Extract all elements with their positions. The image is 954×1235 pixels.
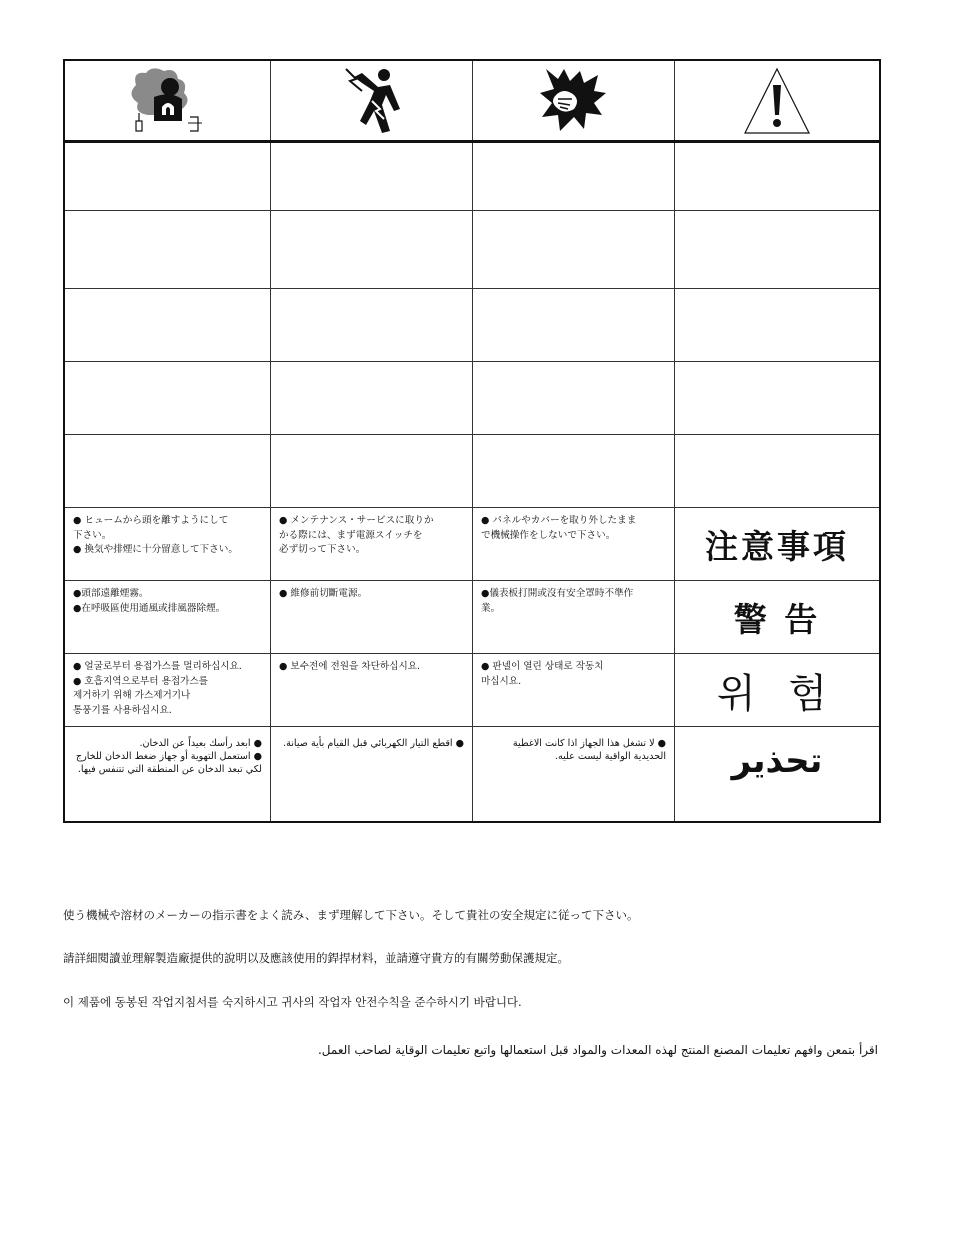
empty-cell — [271, 435, 473, 508]
empty-cell — [675, 289, 879, 362]
empty-cell — [675, 362, 879, 435]
ko-warning-word: 위 험 — [717, 670, 837, 717]
empty-cell — [65, 289, 271, 362]
electric-shock-cell — [271, 61, 473, 140]
zh-fume-warning: ●頭部遠離煙霧。 ●在呼吸區使用通風或排風器除煙。 — [65, 581, 271, 654]
empty-cell — [65, 362, 271, 435]
empty-cell — [65, 435, 271, 508]
fume-hazard-icon — [118, 65, 218, 137]
fume-hazard-cell — [65, 61, 271, 140]
hand-in-machinery-cell — [473, 61, 675, 140]
empty-cell — [65, 143, 271, 211]
footer-ko-instruction: 이 제품에 동봉된 작업지침서를 숙지하시고 귀사의 작업자 안전수칙을 준수하시기 바랍니다. — [63, 995, 522, 1009]
ko-machinery-warning: ● 판넬이 열린 상태로 작동치 마십시요. — [473, 654, 675, 727]
ja-warning-word: 注意事項 — [705, 526, 849, 566]
empty-cell — [271, 289, 473, 362]
ar-fume-warning: ● ابعد رأسك بعيداً عن الدخان. ● استعمل التهوية أو جهاز ضغط الدخان للخارج لكي تبعد الدخان عن المنطقة التي تتنفس فيها. — [65, 727, 271, 821]
empty-cell — [675, 435, 879, 508]
empty-cell — [271, 211, 473, 289]
empty-cell — [473, 289, 675, 362]
footer-ar-instruction: اقرأ بتمعن وافهم تعليمات المصنع المنتج لهذه المعدات والمواد قبل استعمالها واتبع تعليمات الوقاية لصاحب العمل. — [317, 1043, 878, 1057]
empty-cell — [271, 362, 473, 435]
ar-warning-word: تحذير — [731, 741, 823, 781]
ar-machinery-warning: ● لا تشغل هذا الجهاز اذا كانت الاغطية الحديدية الواقية ليست عليه. — [473, 727, 675, 821]
warning-triangle-cell — [675, 61, 879, 140]
ko-fume-warning: ● 얼굴로부터 용접가스를 멀리하십시요. ● 호흡지역으로부터 용접가스를 제거하기 위해 가스제거기나 통풍기를 사용하십시요. — [65, 654, 271, 727]
ar-shock-warning: ● اقطع التيار الكهربائي قبل القيام بأية صيانة. — [271, 727, 473, 821]
ko-shock-warning: ● 보수전에 전원을 차단하십시요. — [271, 654, 473, 727]
ja-shock-warning: ● メンテナンス・サービスに取りか かる際には、まず電源スイッチを 必ず切って下さい。 — [271, 508, 473, 581]
zh-machinery-warning: ●儀表板打開或沒有安全罩時不準作 業。 — [473, 581, 675, 654]
ko-warning-word-cell — [675, 654, 879, 727]
zh-warning-word-cell — [675, 581, 879, 654]
empty-cell — [473, 211, 675, 289]
empty-cell — [473, 435, 675, 508]
empty-cell — [675, 211, 879, 289]
empty-cell — [675, 143, 879, 211]
electric-shock-icon — [332, 65, 412, 137]
footer-zh-instruction: 請詳細閱讀並理解製造廠提供的說明以及應該使用的銲捍材料，並請遵守貴方的有關勞動保護規定。 — [63, 951, 569, 965]
warning-triangle-icon — [741, 65, 813, 137]
hand-in-machinery-icon — [534, 65, 614, 137]
ja-machinery-warning: ● パネルやカバーを取り外したまま で機械操作をしないで下さい。 — [473, 508, 675, 581]
zh-shock-warning: ● 維修前切斷電源。 — [271, 581, 473, 654]
ja-warning-word-cell — [675, 508, 879, 581]
ja-fume-warning: ● ヒュームから頭を離すようにして 下さい。 ● 換気や排煙に十分留意して下さい。 — [65, 508, 271, 581]
ar-warning-word-cell — [675, 727, 879, 821]
empty-cell — [473, 143, 675, 211]
zh-warning-word: 警 告 — [733, 599, 821, 639]
empty-cell — [65, 211, 271, 289]
safety-warning-table — [63, 59, 881, 823]
empty-cell — [473, 362, 675, 435]
footer-ja-instruction: 使う機械や溶材のメーカーの指示書をよく読み、まず理解して下さい。そして貴社の安全規定に従って下さい。 — [63, 908, 639, 922]
empty-cell — [271, 143, 473, 211]
